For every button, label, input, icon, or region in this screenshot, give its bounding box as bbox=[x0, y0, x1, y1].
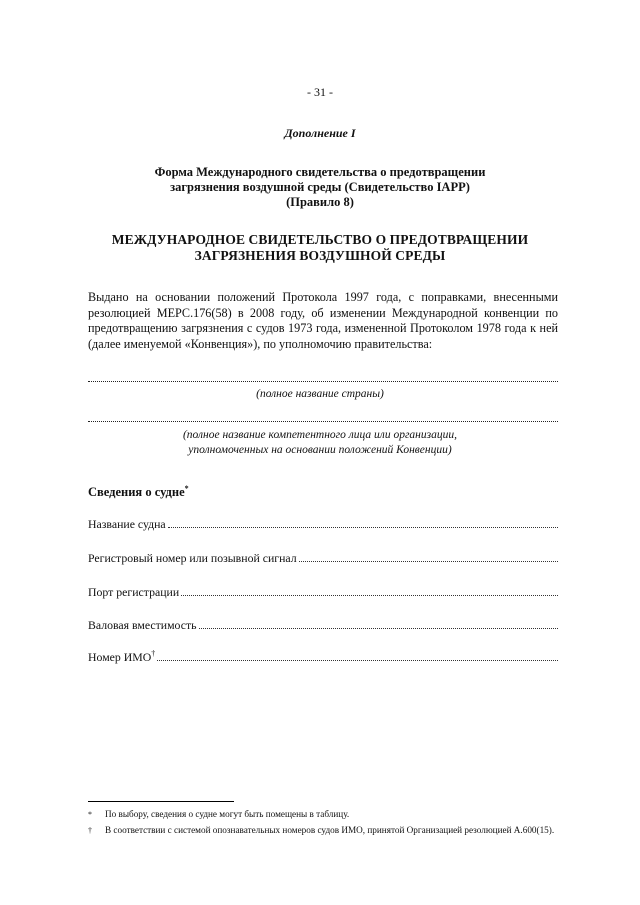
field-blank[interactable] bbox=[299, 551, 558, 562]
footnote-separator bbox=[88, 801, 234, 802]
footnote-item bbox=[88, 808, 558, 821]
form-title bbox=[0, 165, 640, 210]
form-title-line: загрязнения воздушной среды (Свидетельство IAPP) bbox=[170, 180, 470, 194]
field-port-of-registry[interactable] bbox=[88, 584, 558, 600]
field-gross-tonnage[interactable] bbox=[88, 617, 558, 633]
field-blank[interactable] bbox=[157, 650, 558, 661]
footnote-text: По выбору, сведения о судне могут быть помещены в таблицу. bbox=[105, 809, 350, 819]
field-blank[interactable] bbox=[168, 517, 558, 528]
authority-blank-line[interactable] bbox=[88, 421, 558, 422]
field-ship-name[interactable] bbox=[88, 516, 558, 532]
certificate-title-line: МЕЖДУНАРОДНОЕ СВИДЕТЕЛЬСТВО О ПРЕДОТВРАЩЕНИИ bbox=[111, 232, 529, 247]
section-heading-text: Сведения о судне bbox=[88, 485, 185, 500]
field-label: Регистровый номер или позывной сигнал bbox=[88, 550, 297, 565]
annex-label: Дополнение I bbox=[284, 126, 356, 140]
field-label: Валовая вместимость bbox=[88, 617, 197, 632]
field-label: Номер ИМО† bbox=[88, 649, 156, 664]
field-blank[interactable] bbox=[181, 585, 558, 596]
authority-caption-line: (полное название компетентного лица или организации, bbox=[182, 429, 458, 441]
intro-paragraph: Выдано на основании положений Протокола 1997 года, с поправками, внесенными резолюцией МЕРС.176(58) в 2008 году, об изменении Международной конвенции по предотвращению загрязнения с судов 1973 года, измененной Протоколом 1978 года к ней (далее именуемой «Конвенция»), по уполномочию правительства: bbox=[88, 290, 558, 351]
authority-caption-line: уполномоченных на основании положений Конвенции) bbox=[188, 444, 452, 456]
field-label: Название судна bbox=[88, 516, 166, 531]
footnote-marker: † bbox=[88, 826, 92, 835]
certificate-title-line: ЗАГРЯЗНЕНИЯ ВОЗДУШНОЙ СРЕДЫ bbox=[194, 248, 446, 263]
country-blank-line[interactable] bbox=[88, 381, 558, 382]
page-number: - 31 - bbox=[307, 85, 333, 99]
footnote-text: В соответствии с системой опознавательных номеров судов ИМО, принятой Организацией резолюцией A.600(15). bbox=[105, 825, 555, 835]
certificate-title bbox=[0, 232, 640, 264]
footnote-marker: * bbox=[88, 810, 92, 819]
footnote-marker: * bbox=[184, 484, 189, 493]
ship-particulars-heading bbox=[88, 484, 189, 500]
form-title-line: Форма Международного свидетельства о предотвращении bbox=[154, 165, 486, 179]
country-caption: (полное название страны) bbox=[256, 388, 384, 400]
field-blank[interactable] bbox=[199, 618, 558, 629]
authority-caption bbox=[0, 428, 640, 458]
field-registry-number[interactable] bbox=[88, 550, 558, 566]
footnote-item bbox=[88, 824, 558, 837]
field-label: Порт регистрации bbox=[88, 584, 180, 599]
form-title-line: (Правило 8) bbox=[286, 195, 354, 209]
field-imo-number[interactable] bbox=[88, 649, 558, 665]
